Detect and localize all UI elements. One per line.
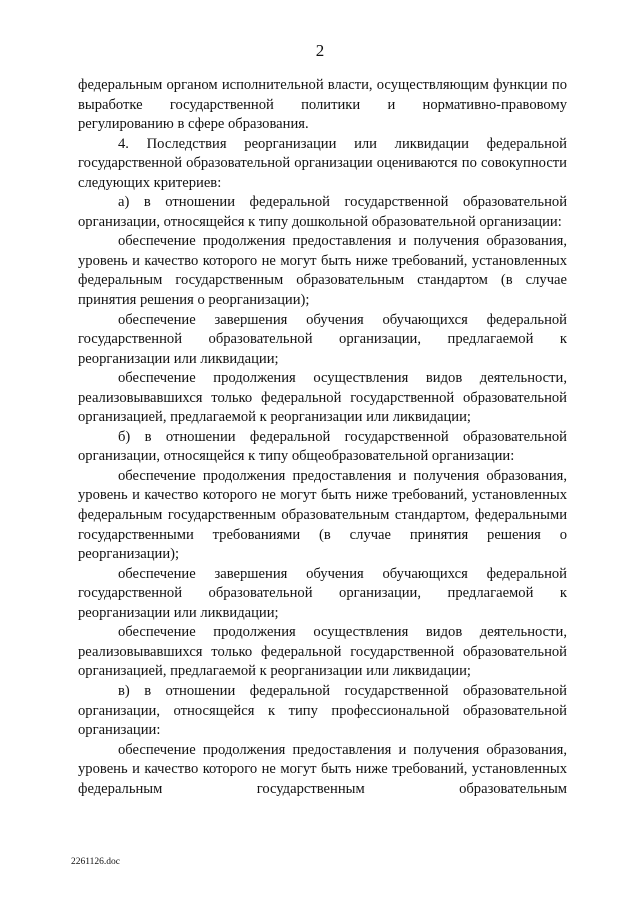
paragraph-continuation: федеральным органом исполнительной власти, осуществляющим функции по выработке государственной политики и нормативно-правовому регулированию в сфере образования. [78,77,567,133]
paragraph-item-4: 4. Последствия реорганизации или ликвидации федеральной государственной образовательной организации оцениваются по совокупности следующих критериев: [78,135,567,191]
footer-filename: 2261126.doc [71,857,120,867]
document-body [78,76,567,799]
paragraph-subitem-a: а) в отношении федеральной государственной образовательной организации, относящейся к типу дошкольной образовательной организации: [78,194,567,230]
paragraph-criterion: обеспечение продолжения осуществления видов деятельности, реализовывавшихся только федеральной государственной образовательной организацией, предлагаемой к реорганизации или ликвидации; [78,370,567,426]
paragraph-criterion-continued: обеспечение продолжения предоставления и получения образования, уровень и качество которого не могут быть ниже требований, установленных федеральным государственным образовательным [78,741,567,797]
paragraph-criterion: обеспечение продолжения предоставления и получения образования, уровень и качество которого не могут быть ниже требований, установленных федеральным государственным образовательным стандартом, федеральными государственными требованиями (в случае принятия решения о реорганизации); [78,467,567,563]
paragraph-criterion: обеспечение продолжения осуществления видов деятельности, реализовывавшихся только федеральной государственной образовательной организацией, предлагаемой к реорганизации или ликвидации; [78,624,567,680]
paragraph-subitem-v: в) в отношении федеральной государственной образовательной организации, относящейся к типу профессиональной образовательной организации: [78,682,567,739]
paragraph-subitem-b: б) в отношении федеральной государственной образовательной организации, относящейся к типу общеобразовательной организации: [78,428,567,465]
paragraph-criterion: обеспечение завершения обучения обучающихся федеральной государственной образовательной организации, предлагаемой к реорганизации или ликвидации; [78,565,567,621]
paragraph-criterion: обеспечение завершения обучения обучающихся федеральной государственной образовательной организации, предлагаемой к реорганизации или ликвидации; [78,311,567,367]
paragraph-criterion: обеспечение продолжения предоставления и получения образования, уровень и качество которого не могут быть ниже требований, установленных федеральным государственным образовательным стандартом (в случае принятия решения о реорганизации); [78,233,567,309]
page-number: 2 [315,41,325,60]
